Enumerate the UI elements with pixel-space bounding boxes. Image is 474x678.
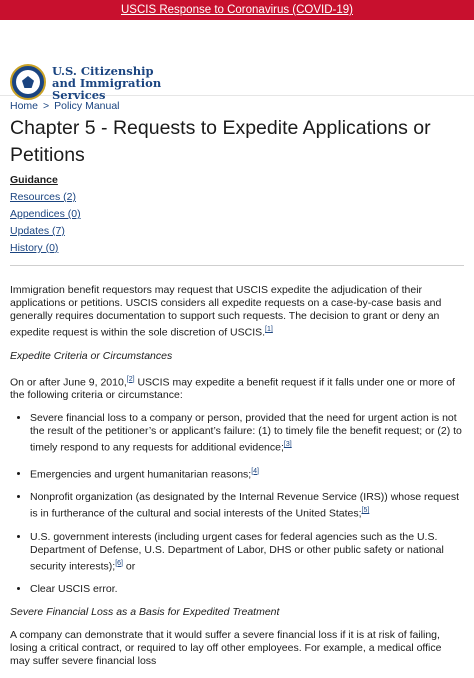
footnote-1-link[interactable]: [1] <box>265 326 273 333</box>
footnote-4-link[interactable]: [4] <box>251 467 260 475</box>
agency-name-line2: and Immigration <box>52 76 162 90</box>
seal-inner <box>16 70 40 94</box>
criteria-item-financial-loss <box>30 412 464 455</box>
criteria-heading: Expedite Criteria or Circumstances <box>10 349 173 362</box>
agency-name[interactable] <box>52 65 161 101</box>
covid-alert-link[interactable]: USCIS Response to Coronavirus (COVID-19) <box>121 4 353 16</box>
severe-loss-paragraph: A company can demonstrate that it would suffer a severe financial loss if it is at risk of failing, losing a critical contract, or required to lay off other employees. For example, a medical office may suffer severe financial loss <box>10 629 442 667</box>
criteria-lead-text-a: On or after June 9, 2010, <box>10 376 127 388</box>
criteria-item-text: Nonprofit organization (as designated by the Internal Revenue Service (IRS)) whose request is in furtherance of the cultural and social interests of the United States; <box>30 491 459 520</box>
chapter-content <box>10 284 464 678</box>
criteria-lead-paragraph <box>10 373 464 403</box>
criteria-item-text: U.S. government interests (including urgent cases for federal agencies such as the U.S. Department of Defense, U.S. Department of Labor, DHS or other public safety or national security interests); <box>30 530 444 572</box>
footnote-5-link[interactable]: [5] <box>361 507 370 514</box>
eagle-icon <box>22 76 34 88</box>
agency-name-line1: U.S. Citizenship <box>52 64 154 78</box>
severe-loss-heading: Severe Financial Loss as a Basis for Expedited Treatment <box>10 606 280 618</box>
dhs-seal-icon[interactable] <box>10 64 46 100</box>
footnote-3-link[interactable]: [3] <box>283 441 292 448</box>
criteria-item-emergencies <box>30 465 464 482</box>
intro-text: Immigration benefit requestors may request that USCIS expedite the adjudication of their applications or petitions. USCIS considers all expedite requests on a case-by-case basis and generally requires documentation to support such requests. The decision to grant or deny an expedite request is within the sole discretion of USCIS. <box>10 284 442 339</box>
criteria-list <box>10 412 464 596</box>
breadcrumb <box>10 100 120 112</box>
breadcrumb-policy-manual[interactable]: Policy Manual <box>54 100 120 112</box>
nav-updates[interactable]: Updates (7) <box>10 225 65 237</box>
section-divider <box>10 265 464 266</box>
nav-history[interactable]: History (0) <box>10 242 59 254</box>
nav-appendices[interactable]: Appendices (0) <box>10 208 81 220</box>
footnote-2-link[interactable]: [2] <box>126 375 135 383</box>
footnote-6-link[interactable]: [6] <box>115 559 123 567</box>
nav-guidance[interactable]: Guidance <box>10 174 58 186</box>
criteria-item-nonprofit <box>30 491 464 521</box>
site-header <box>0 20 474 102</box>
agency-name-line3: Services <box>52 88 106 102</box>
nav-resources[interactable]: Resources (2) <box>10 191 76 203</box>
criteria-item-government-interests <box>30 531 464 574</box>
criteria-lead-text-b: USCIS may expedite a benefit request if it falls under one or more of the following criteria or circumstance: <box>10 376 455 401</box>
criteria-item-tail: or <box>123 560 136 572</box>
criteria-item-text: Emergencies and urgent humanitarian reasons; <box>30 468 252 480</box>
intro-paragraph <box>10 284 464 340</box>
covid-alert-bar <box>0 0 474 20</box>
page-title: Chapter 5 - Requests to Expedite Applications or Petitions <box>10 117 431 166</box>
criteria-item-text: Clear USCIS error. <box>30 583 118 595</box>
breadcrumb-separator: > <box>43 100 50 112</box>
criteria-item-uscis-error <box>30 583 464 596</box>
breadcrumb-home[interactable]: Home <box>10 100 39 112</box>
chapter-nav <box>10 172 81 257</box>
criteria-item-text: Severe financial loss to a company or person, provided that the need for urgent action is not the result of the petitioner’s or applicant’s failure: (1) to timely file the benefit request; or (2) to timely respond to any requests for additional evidence; <box>30 412 462 454</box>
